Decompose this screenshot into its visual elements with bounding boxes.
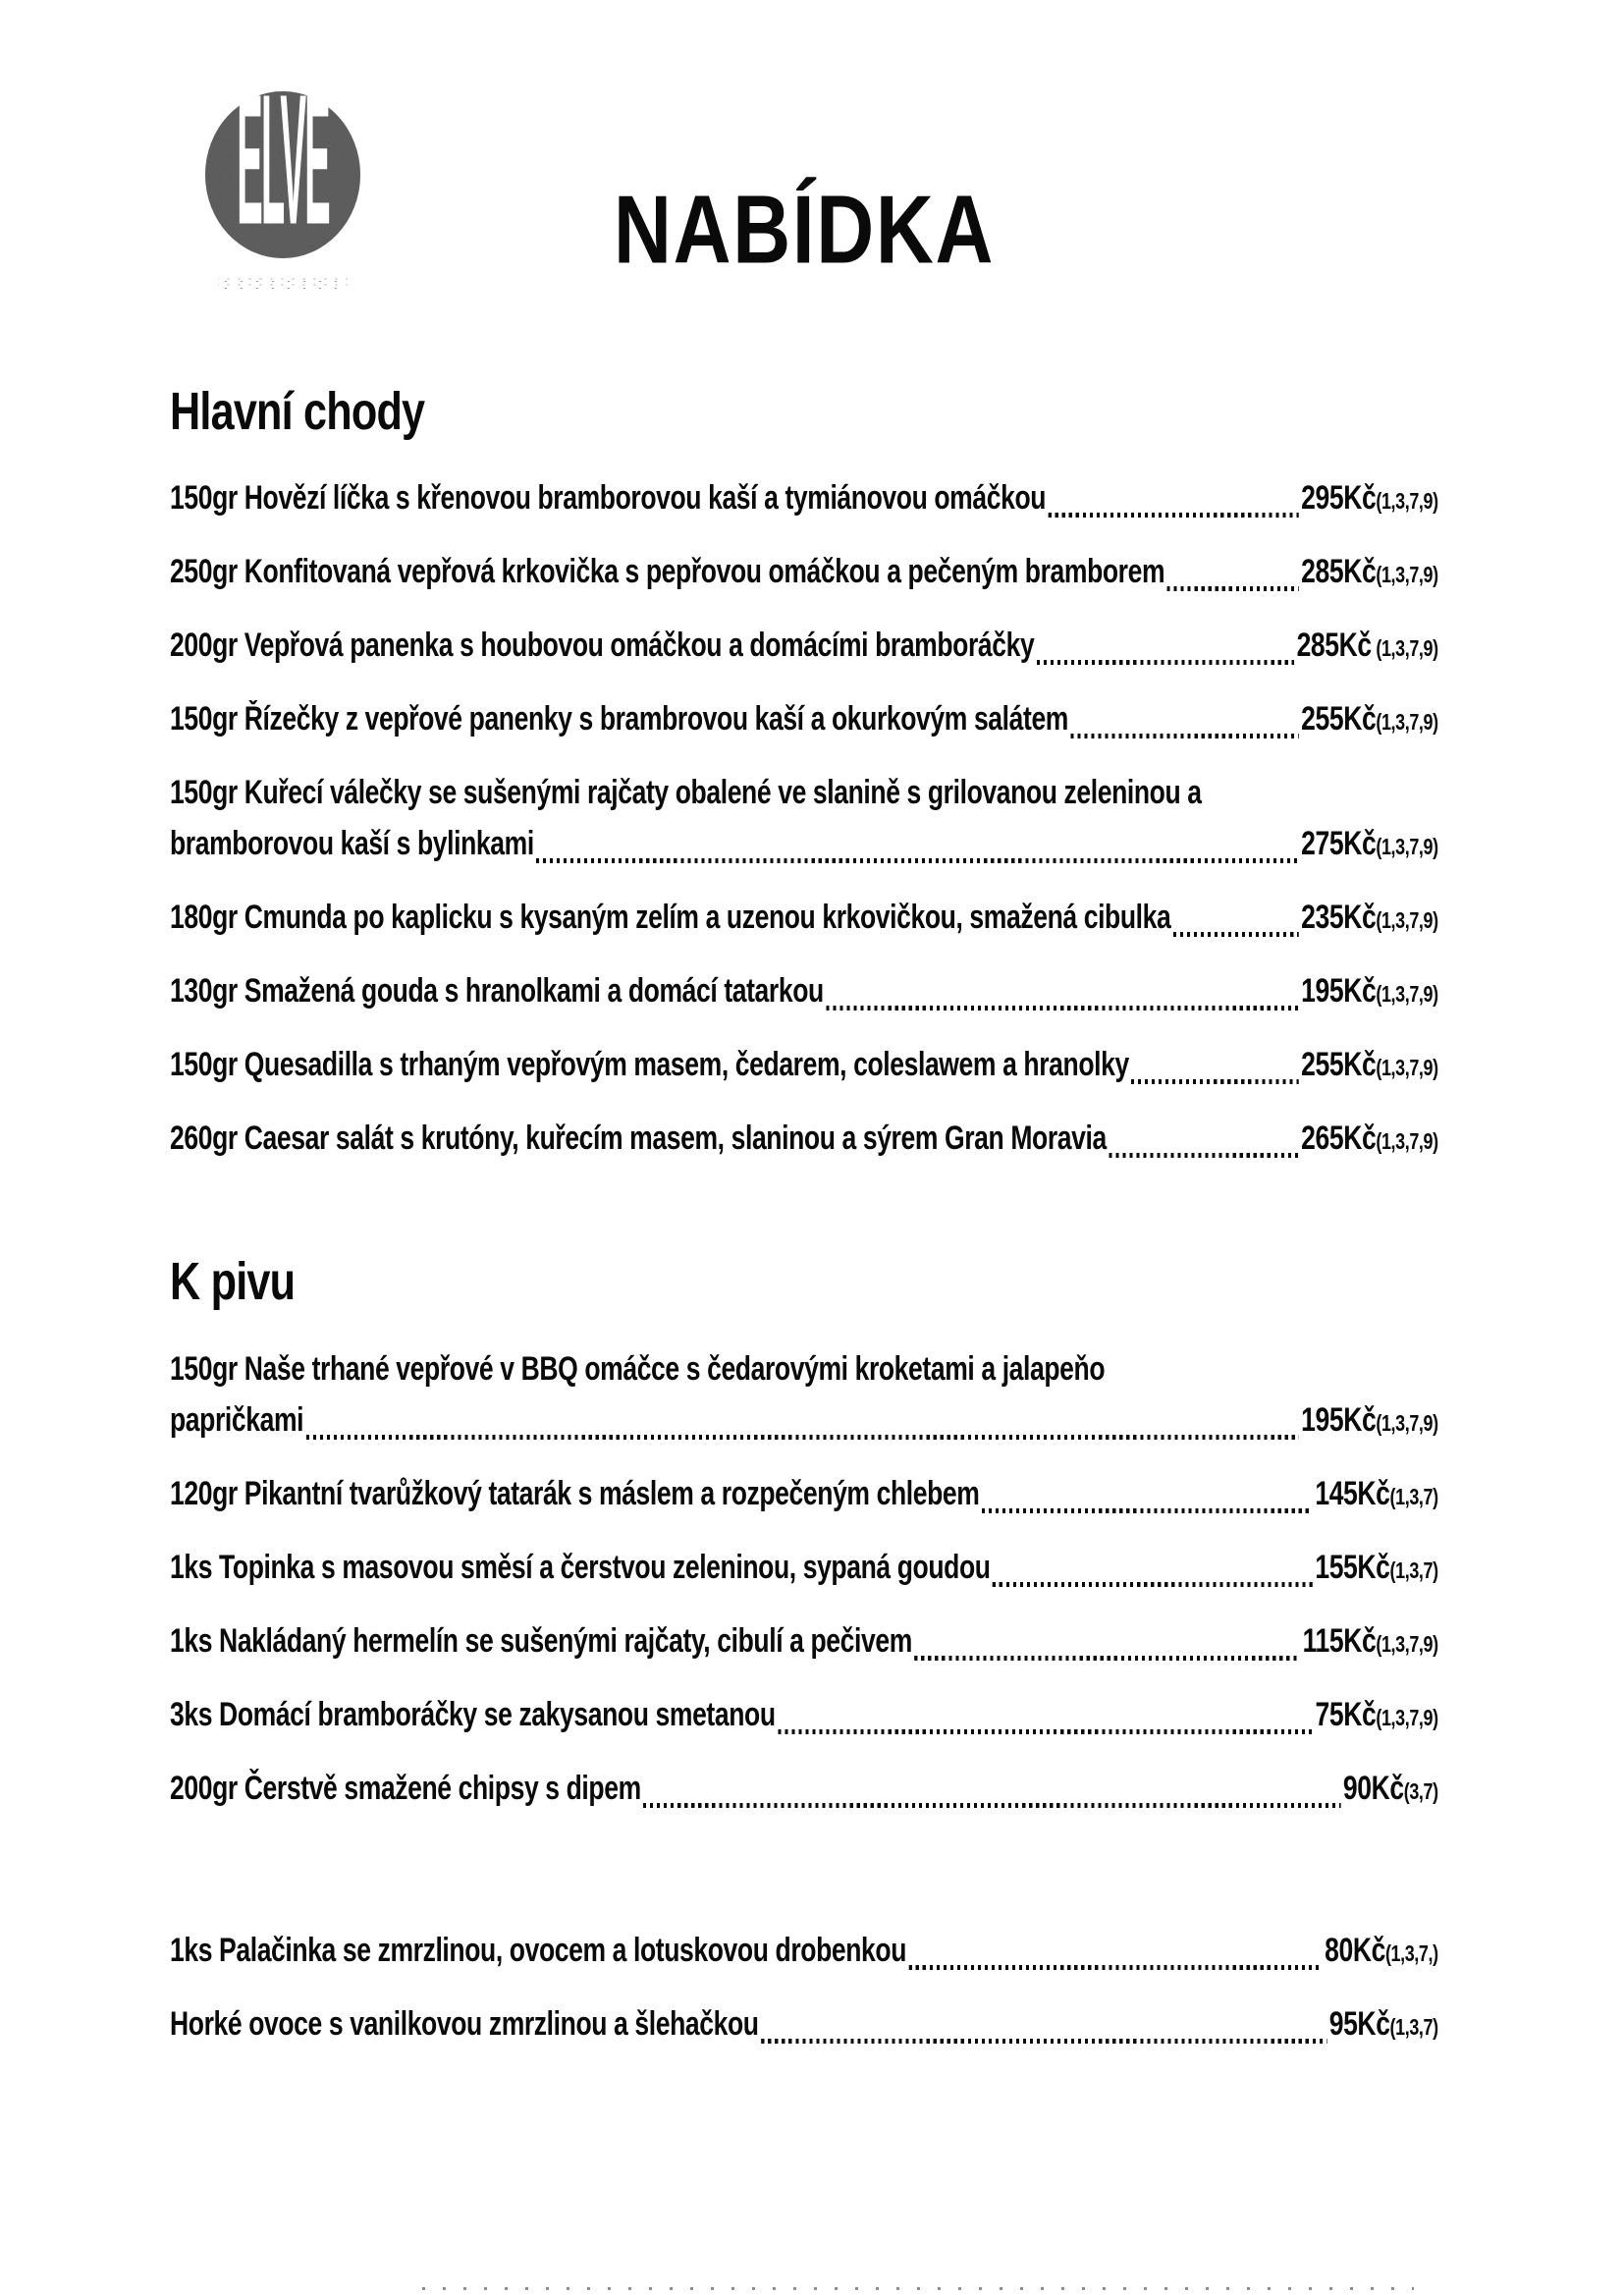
price-value: 195Kč <box>1301 972 1377 1011</box>
price-value: 255Kč <box>1301 1046 1377 1084</box>
item-name: 180gr Cmunda po kaplicku s kysaným zelím a uzenou krkovičkou, smažená cibulka <box>170 899 1171 937</box>
item-row <box>170 1929 1438 1975</box>
item-row <box>170 1398 1438 1445</box>
item-name: 260gr Caesar salát s krutóny, kuřecím masem, slaninou a sýrem Gran Moravia <box>170 1120 1107 1158</box>
item-row <box>170 1472 1438 1518</box>
section-heading: Hlavní chody <box>170 382 425 441</box>
item-price <box>1343 1767 1438 1813</box>
price-value: 155Kč <box>1315 1548 1390 1586</box>
item-price <box>1301 476 1438 522</box>
item-name: 150gr Řízečky z vepřové panenky s brambrovou kaší a okurkovým salátem <box>170 700 1069 738</box>
allergen-codes: (1,3,7,) <box>1384 1940 1438 1966</box>
item-name: 200gr Vepřová panenka s houbovou omáčkou a domácími bramboráčky <box>170 627 1035 665</box>
dotted-leader <box>1037 660 1295 665</box>
menu-item <box>170 1929 1438 1975</box>
item-name: 3ks Domácí bramboráčky se zakysanou smetanou <box>170 1695 776 1733</box>
item-row <box>170 2002 1438 2049</box>
item-row <box>170 1043 1438 1089</box>
allergen-codes: (1,3,7,9) <box>1376 1630 1438 1657</box>
price-value: 235Kč <box>1301 899 1377 937</box>
item-name: 150gr Quesadilla s trhaným vepřovým masem, čedarem, coleslawem a hranolky <box>170 1046 1129 1084</box>
allergen-codes: (1,3,7,9) <box>1376 907 1438 934</box>
allergen-codes: (1,3,7,9) <box>1376 1704 1438 1730</box>
item-price <box>1297 624 1438 670</box>
item-price <box>1316 1693 1438 1739</box>
item-row <box>170 1767 1438 1813</box>
item-name-line1: 150gr Naše trhané vepřové v BBQ omáčce s čedarovými kroketami a jalapeňo <box>170 1349 1106 1388</box>
section-heading: K pivu <box>170 1252 296 1312</box>
item-name: 1ks Palačinka se zmrzlinou, ovocem a lotuskovou drobenkou <box>170 1931 907 1969</box>
allergen-codes: (3,7) <box>1403 1777 1438 1804</box>
allergen-codes: (1,3,7,9) <box>1376 1055 1438 1081</box>
price-value: 115Kč <box>1302 1621 1377 1660</box>
item-row <box>170 1693 1438 1739</box>
logo-text: ELVE <box>237 88 329 263</box>
menu <box>170 383 1438 2076</box>
allergen-codes: (1,3,7) <box>1389 1483 1438 1509</box>
price-value: 95Kč <box>1328 2004 1390 2043</box>
dotted-leader <box>1070 734 1298 738</box>
dotted-leader <box>908 1965 1322 1970</box>
item-price <box>1301 697 1438 743</box>
item-price <box>1325 1929 1438 1975</box>
item-row <box>170 896 1438 942</box>
allergen-codes: (1,3,7,9) <box>1376 1128 1438 1155</box>
item-row <box>170 697 1438 743</box>
price-value: 90Kč <box>1342 1769 1404 1807</box>
menu-item <box>170 697 1438 743</box>
page-title: NABÍDKA <box>614 176 996 285</box>
dotted-leader <box>1109 1153 1299 1158</box>
item-name-line2: bramborovou kaší s bylinkami <box>170 825 534 863</box>
allergen-codes: (1,3,7,9) <box>1376 488 1438 515</box>
allergen-codes: (1,3,7,9) <box>1376 709 1438 736</box>
dotted-leader <box>1048 513 1298 518</box>
item-name: 250gr Konfitovaná vepřová krkovička s pepřovou omáčkou a pečeným bramborem <box>170 553 1165 591</box>
menu-item <box>170 771 1438 868</box>
item-name-line2: papričkami <box>170 1400 304 1439</box>
item-row <box>170 476 1438 522</box>
item-row <box>170 550 1438 596</box>
dotted-leader <box>536 858 1299 863</box>
menu-item <box>170 1347 1438 1445</box>
allergen-codes: (1,3,7,9) <box>1371 635 1438 662</box>
item-row <box>170 969 1438 1015</box>
menu-section <box>170 383 1438 1163</box>
item-name: 1ks Nakládaný hermelín se sušenými rajčaty, cibulí a pečivem <box>170 1621 912 1660</box>
elve-logo-icon <box>201 88 364 265</box>
item-name-line1: 150gr Kuřecí válečky se sušenými rajčaty obalené ve slanině s grilovanou zeleninou a <box>170 774 1202 812</box>
item-price <box>1301 822 1438 868</box>
price-value: 285Kč <box>1296 627 1372 665</box>
dotted-leader <box>1173 932 1299 937</box>
dotted-leader <box>778 1729 1313 1734</box>
item-row <box>170 1619 1438 1666</box>
menu-item <box>170 1117 1438 1163</box>
dotted-leader <box>761 2039 1326 2044</box>
allergen-codes: (1,3,7,9) <box>1376 981 1438 1008</box>
item-name: 150gr Hovězí líčka s křenovou bramborovou kaší a tymiánovou omáčkou <box>170 479 1047 518</box>
item-price <box>1301 896 1438 942</box>
item-row <box>170 822 1438 868</box>
price-value: 145Kč <box>1315 1474 1390 1512</box>
item-row <box>170 1546 1438 1592</box>
restaurant-logo <box>199 88 366 290</box>
allergen-codes: (1,3,7) <box>1389 1557 1438 1583</box>
item-price <box>1315 1472 1437 1518</box>
item-name: 200gr Čerstvě smažené chipsy s dipem <box>170 1769 641 1807</box>
allergen-codes: (1,3,7,9) <box>1376 834 1438 860</box>
menu-section <box>170 1253 1438 1812</box>
scan-artifact-line <box>422 2287 1414 2290</box>
dotted-leader <box>982 1508 1313 1513</box>
dotted-leader <box>914 1656 1300 1661</box>
dotted-leader <box>643 1803 1340 1808</box>
item-price <box>1301 969 1438 1015</box>
price-value: 295Kč <box>1301 479 1377 518</box>
dotted-leader <box>1131 1079 1299 1084</box>
allergen-codes: (1,3,7) <box>1389 2013 1438 2040</box>
menu-item <box>170 2002 1438 2049</box>
menu-item <box>170 1472 1438 1518</box>
allergen-codes: (1,3,7,9) <box>1376 1409 1438 1436</box>
price-value: 265Kč <box>1301 1120 1377 1158</box>
menu-section <box>170 1929 1438 2049</box>
item-name: 120gr Pikantní tvarůžkový tatarák s máslem a rozpečeným chlebem <box>170 1474 980 1512</box>
item-price <box>1329 2002 1438 2049</box>
item-price <box>1301 550 1438 596</box>
item-price <box>1301 1117 1438 1163</box>
menu-item <box>170 896 1438 942</box>
menu-item <box>170 1693 1438 1739</box>
price-value: 75Kč <box>1315 1695 1377 1733</box>
item-name: Horké ovoce s vanilkovou zmrzlinou a šlehačkou <box>170 2004 759 2043</box>
dotted-leader <box>993 1582 1313 1587</box>
allergen-codes: (1,3,7,9) <box>1376 562 1438 588</box>
menu-item <box>170 969 1438 1015</box>
price-value: 80Kč <box>1325 1931 1385 1969</box>
price-value: 195Kč <box>1301 1400 1377 1439</box>
price-value: 275Kč <box>1301 825 1377 863</box>
item-price <box>1303 1619 1438 1666</box>
dotted-leader <box>826 1006 1299 1011</box>
dotted-leader <box>305 1435 1298 1440</box>
item-name: 130gr Smažená gouda s hranolkami a domácí tatarkou <box>170 972 824 1011</box>
price-value: 255Kč <box>1301 700 1377 738</box>
item-price <box>1301 1398 1438 1445</box>
menu-item <box>170 476 1438 522</box>
item-row <box>170 624 1438 670</box>
menu-item <box>170 1546 1438 1592</box>
menu-item <box>170 1043 1438 1089</box>
menu-item <box>170 1767 1438 1813</box>
item-price <box>1301 1043 1438 1089</box>
menu-item <box>170 624 1438 670</box>
dotted-leader <box>1167 586 1299 591</box>
menu-item <box>170 550 1438 596</box>
item-name: 1ks Topinka s masovou směsí a čerstvou zeleninou, sypaná goudou <box>170 1548 991 1586</box>
menu-item <box>170 1619 1438 1666</box>
item-price <box>1315 1546 1437 1592</box>
item-row <box>170 1117 1438 1163</box>
price-value: 285Kč <box>1301 553 1377 591</box>
logo-subtext-specks <box>218 278 348 290</box>
